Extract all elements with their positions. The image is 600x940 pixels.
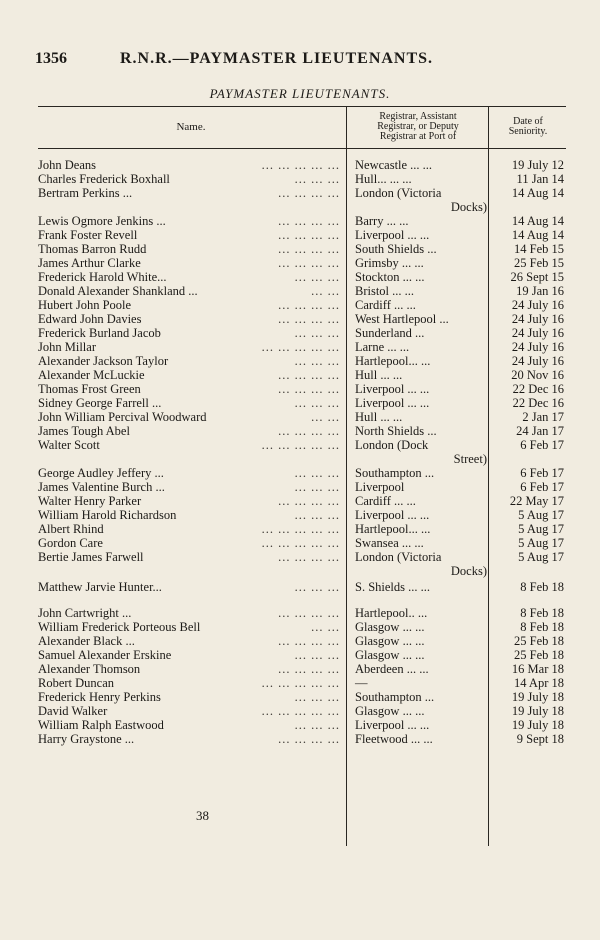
officer-name: Gordon Care	[38, 536, 103, 550]
registrar-port: London (Dock	[355, 438, 429, 452]
registrar-port: Liverpool ... ...	[355, 228, 430, 242]
seniority-date: 16 Mar 18	[511, 662, 564, 676]
leader-dots: ... ... ...	[294, 648, 340, 662]
officer-name: Samuel Alexander Erskine	[38, 648, 172, 662]
table-row	[0, 536, 600, 550]
table-row	[0, 382, 600, 396]
leader-dots: ... ... ... ...	[278, 606, 340, 620]
seniority-date: 14 Aug 14	[511, 186, 564, 200]
table-row	[0, 200, 600, 214]
officer-name: Harry Graystone ...	[38, 732, 135, 746]
table-row	[0, 396, 600, 410]
leader-dots: ... ... ...	[294, 580, 340, 594]
section-title: PAYMASTER LIEUTENANTS.	[209, 86, 391, 101]
seniority-date: 5 Aug 17	[518, 522, 564, 536]
registrar-port: Newcastle ... ...	[355, 158, 433, 172]
registrar-port: South Shields ...	[355, 242, 437, 256]
table-row	[0, 354, 600, 368]
table-row	[0, 522, 600, 536]
table-row	[0, 494, 600, 508]
registrar-port: Swansea ... ...	[355, 536, 424, 550]
table-row	[0, 634, 600, 648]
page-header	[35, 50, 580, 70]
seniority-date: 22 Dec 16	[512, 382, 564, 396]
table-row	[0, 676, 600, 690]
seniority-date: 14 Aug 14	[511, 228, 564, 242]
seniority-date: 25 Feb 18	[514, 634, 564, 648]
officer-name: John Deans	[38, 158, 96, 172]
seniority-date: 5 Aug 17	[518, 536, 564, 550]
leader-dots: ... ... ... ...	[278, 368, 340, 382]
table-row	[0, 704, 600, 718]
table-row	[0, 564, 600, 578]
registrar-port: Glasgow ... ...	[355, 648, 425, 662]
officer-name: John Cartwright ...	[38, 606, 132, 620]
running-title: R.N.R.—PAYMASTER LIEUTENANTS.	[120, 50, 434, 67]
registrar-port: Hull ... ...	[355, 410, 403, 424]
registrar-port: Larne ... ...	[355, 340, 410, 354]
date-header-line: Seniority.	[508, 126, 548, 137]
table-row	[0, 480, 600, 494]
seniority-date: 25 Feb 18	[514, 648, 564, 662]
registrar-port: Aberdeen ... ...	[355, 662, 429, 676]
leader-dots: ... ... ... ...	[278, 298, 340, 312]
leader-dots: ... ... ...	[294, 326, 340, 340]
seniority-date: 26 Sept 15	[510, 270, 564, 284]
officer-name: Frederick Harold White...	[38, 270, 167, 284]
table-row	[0, 326, 600, 340]
table-row	[0, 312, 600, 326]
seniority-date: 19 July 18	[511, 690, 564, 704]
officer-name: William Harold Richardson	[38, 508, 177, 522]
officer-name: Thomas Barron Rudd	[38, 242, 147, 256]
leader-dots: ... ... ...	[294, 508, 340, 522]
registrar-port: Liverpool ... ...	[355, 396, 430, 410]
port-header-line: Registrar at Port of	[379, 131, 457, 142]
seniority-date: 24 July 16	[511, 298, 564, 312]
registrar-port: Fleetwood ... ...	[355, 732, 433, 746]
leader-dots: ... ... ... ...	[278, 634, 340, 648]
table-row	[0, 662, 600, 676]
seniority-date: 6 Feb 17	[520, 480, 564, 494]
seniority-date: 9 Sept 18	[516, 732, 564, 746]
seniority-date: 22 Dec 16	[512, 396, 564, 410]
leader-dots: ... ... ... ...	[278, 228, 340, 242]
table-row	[0, 368, 600, 382]
table-row	[0, 228, 600, 242]
leader-dots: ... ... ... ...	[278, 550, 340, 564]
seniority-date: 14 Feb 15	[514, 242, 564, 256]
leader-dots: ... ... ...	[294, 466, 340, 480]
leader-dots: ... ... ...	[294, 396, 340, 410]
officer-name: Matthew Jarvie Hunter...	[38, 580, 162, 594]
officer-name: Sidney George Farrell ...	[38, 396, 162, 410]
table-row	[0, 284, 600, 298]
seniority-date: 8 Feb 18	[520, 580, 564, 594]
table-row	[0, 410, 600, 424]
seniority-date: 24 Jan 17	[516, 424, 564, 438]
leader-dots: ... ... ...	[294, 354, 340, 368]
registrar-port: Liverpool ... ...	[355, 508, 430, 522]
leader-dots: ... ... ... ... ...	[261, 340, 340, 354]
registrar-port: —	[355, 676, 368, 690]
table-row	[0, 466, 600, 480]
port-column-header	[348, 112, 488, 142]
officer-name: Frank Foster Revell	[38, 228, 138, 242]
table-row	[0, 580, 600, 594]
officer-name: Walter Scott	[38, 438, 100, 452]
table-row	[0, 340, 600, 354]
officer-name: John William Percival Woodward	[38, 410, 207, 424]
officer-name: Hubert John Poole	[38, 298, 132, 312]
table-header-rule	[38, 148, 566, 149]
registrar-port: Glasgow ... ...	[355, 620, 425, 634]
leader-dots: ... ... ... ...	[278, 312, 340, 326]
seniority-date: 25 Feb 15	[514, 256, 564, 270]
seniority-date: 11 Jan 14	[516, 172, 564, 186]
table-row	[0, 648, 600, 662]
table-row	[0, 424, 600, 438]
table-row	[0, 186, 600, 200]
leader-dots: ... ... ... ...	[278, 214, 340, 228]
leader-dots: ... ... ... ...	[278, 494, 340, 508]
table-row	[0, 256, 600, 270]
officer-name: James Valentine Burch ...	[38, 480, 165, 494]
name-column-header: Name.	[176, 121, 206, 133]
table-top-rule	[38, 106, 566, 107]
officer-name: Alexander Black ...	[38, 634, 135, 648]
table-row	[0, 508, 600, 522]
date-header-line: Date of	[513, 116, 543, 127]
officer-name: David Walker	[38, 704, 108, 718]
registrar-port: London (Victoria	[355, 550, 442, 564]
seniority-date: 14 Aug 14	[511, 214, 564, 228]
seniority-date: 5 Aug 17	[518, 508, 564, 522]
table-row	[0, 452, 600, 466]
registrar-port: Cardiff ... ...	[355, 494, 416, 508]
officer-name: James Arthur Clarke	[38, 256, 141, 270]
seniority-date: 19 Jan 16	[516, 284, 564, 298]
table-row	[0, 550, 600, 564]
table-row	[0, 214, 600, 228]
officer-name: James Tough Abel	[38, 424, 130, 438]
registrar-port: Hartlepool.. ...	[355, 606, 428, 620]
registrar-port: Stockton ... ...	[355, 270, 425, 284]
leader-dots: ... ... ... ...	[278, 732, 340, 746]
registrar-port: Hull... ... ...	[355, 172, 412, 186]
officer-name: George Audley Jeffery ...	[38, 466, 164, 480]
registrar-port: London (Victoria	[355, 186, 442, 200]
leader-dots: ... ... ...	[294, 690, 340, 704]
table-row	[0, 158, 600, 172]
registrar-port: Southampton ...	[355, 466, 435, 480]
leader-dots: ... ... ...	[294, 480, 340, 494]
leader-dots: ... ... ... ...	[278, 382, 340, 396]
leader-dots: ... ... ... ... ...	[261, 438, 340, 452]
seniority-date: 2 Jan 17	[522, 410, 564, 424]
leader-dots: ... ... ...	[294, 172, 340, 186]
officer-name: Charles Frederick Boxhall	[38, 172, 170, 186]
registrar-port: Cardiff ... ...	[355, 298, 416, 312]
seniority-date: 19 July 12	[511, 158, 564, 172]
leader-dots: ... ...	[311, 284, 340, 298]
officer-name: Robert Duncan	[38, 676, 115, 690]
seniority-date: 14 Apr 18	[514, 676, 564, 690]
registrar-port: Hull ... ...	[355, 368, 403, 382]
registrar-port: Sunderland ...	[355, 326, 425, 340]
table-row	[0, 718, 600, 732]
seniority-date: 24 July 16	[511, 312, 564, 326]
officer-name: Alexander McLuckie	[38, 368, 145, 382]
leader-dots: ... ... ... ...	[278, 256, 340, 270]
seniority-date: 6 Feb 17	[520, 438, 564, 452]
leader-dots: ... ... ... ... ...	[261, 522, 340, 536]
officer-name: William Ralph Eastwood	[38, 718, 164, 732]
officer-name: Albert Rhind	[38, 522, 104, 536]
officer-name: Frederick Burland Jacob	[38, 326, 161, 340]
leader-dots: ... ... ... ... ...	[261, 704, 340, 718]
registrar-port: Bristol ... ...	[355, 284, 415, 298]
registrar-port: North Shields ...	[355, 424, 437, 438]
port-header-line: Registrar, or Deputy	[377, 121, 459, 132]
seniority-date: 24 July 16	[511, 354, 564, 368]
registrar-port: West Hartlepool ...	[355, 312, 449, 326]
table-row	[0, 270, 600, 284]
table-row	[0, 242, 600, 256]
officer-name: Walter Henry Parker	[38, 494, 142, 508]
officer-name: Alexander Thomson	[38, 662, 141, 676]
table-row	[0, 732, 600, 746]
seniority-date: 22 May 17	[509, 494, 564, 508]
officer-name: Alexander Jackson Taylor	[38, 354, 169, 368]
registrar-port: Southampton ...	[355, 690, 435, 704]
folio-number: 38	[196, 808, 209, 823]
leader-dots: ... ...	[311, 410, 340, 424]
leader-dots: ... ... ... ...	[278, 662, 340, 676]
leader-dots: ... ... ... ... ...	[261, 158, 340, 172]
registrar-port: Liverpool ... ...	[355, 382, 430, 396]
seniority-date: 19 July 18	[511, 718, 564, 732]
seniority-date: 8 Feb 18	[520, 620, 564, 634]
registrar-port: Hartlepool... ...	[355, 354, 431, 368]
leader-dots: ... ... ... ...	[278, 242, 340, 256]
registrar-port: Docks)	[450, 200, 487, 214]
officer-name: Bertie James Farwell	[38, 550, 144, 564]
leader-dots: ... ... ... ...	[278, 424, 340, 438]
officer-name: Lewis Ogmore Jenkins ...	[38, 214, 166, 228]
leader-dots: ... ... ... ...	[278, 186, 340, 200]
table-row	[0, 438, 600, 452]
registrar-port: S. Shields ... ...	[355, 580, 431, 594]
registrar-port: Grimsby ... ...	[355, 256, 424, 270]
seniority-date: 24 July 16	[511, 326, 564, 340]
registrar-port: Barry ... ...	[355, 214, 409, 228]
table-row	[0, 606, 600, 620]
seniority-date: 8 Feb 18	[520, 606, 564, 620]
registrar-port: Liverpool	[355, 480, 405, 494]
seniority-date: 6 Feb 17	[520, 466, 564, 480]
officer-name: Thomas Frost Green	[38, 382, 141, 396]
table-row	[0, 620, 600, 634]
officer-name: Edward John Davies	[38, 312, 142, 326]
page-number: 1356	[35, 50, 67, 67]
table-row	[0, 690, 600, 704]
seniority-date: 20 Nov 16	[511, 368, 564, 382]
date-column-header	[490, 117, 566, 137]
registrar-port: Hartlepool... ...	[355, 522, 431, 536]
registrar-port: Glasgow ... ...	[355, 634, 425, 648]
registrar-port: Glasgow ... ...	[355, 704, 425, 718]
seniority-date: 24 July 16	[511, 340, 564, 354]
leader-dots: ... ... ... ... ...	[261, 676, 340, 690]
seniority-date: 5 Aug 17	[518, 550, 564, 564]
officer-name: William Frederick Porteous Bell	[38, 620, 201, 634]
registrar-port: Street)	[453, 452, 487, 466]
leader-dots: ... ... ... ... ...	[261, 536, 340, 550]
table-row	[0, 172, 600, 186]
leader-dots: ... ... ...	[294, 718, 340, 732]
officer-name: Frederick Henry Perkins	[38, 690, 161, 704]
port-header-line: Registrar, Assistant	[379, 111, 457, 122]
officer-name: John Millar	[38, 340, 96, 354]
registrar-port: Liverpool ... ...	[355, 718, 430, 732]
seniority-date: 19 July 18	[511, 704, 564, 718]
leader-dots: ... ... ...	[294, 270, 340, 284]
table-row	[0, 298, 600, 312]
officer-name: Donald Alexander Shankland ...	[38, 284, 198, 298]
registrar-port: Docks)	[450, 564, 487, 578]
leader-dots: ... ...	[311, 620, 340, 634]
officer-name: Bertram Perkins ...	[38, 186, 133, 200]
